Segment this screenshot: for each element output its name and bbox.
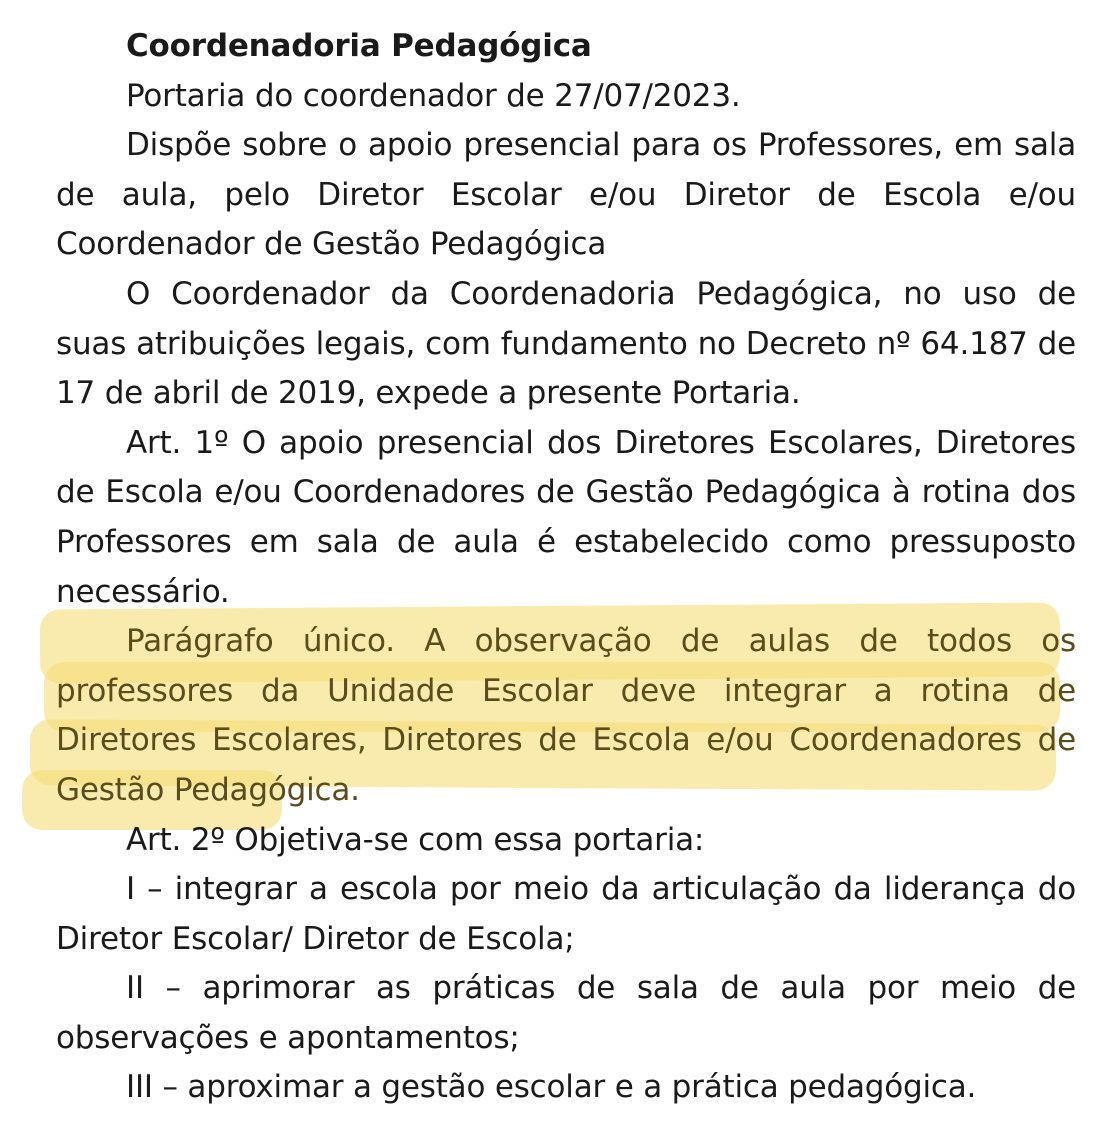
article-2-item-i: I – integrar a escola por meio da articulação da liderança do Diretor Escolar/ Diretor de Escola; bbox=[56, 871, 1076, 957]
ementa-paragraph: Dispõe sobre o apoio presencial para os Professores, em sala de aula, pelo Diretor Escolar e/ou Diretor de Escola e/ou Coordenador de Gestão Pedagógica bbox=[56, 127, 1076, 263]
article-1-paragraph: Art. 1º O apoio presencial dos Diretores Escolares, Diretores de Escola e/ou Coordenadores de Gestão Pedagógica à rotina dos Professores em sala de aula é estabelecido como pressuposto necessário. bbox=[56, 424, 1076, 610]
document-title: Coordenadoria Pedagógica bbox=[126, 28, 592, 64]
article-2-item-ii: II – aprimorar as práticas de sala de aula por meio de observações e apontamentos; bbox=[56, 970, 1076, 1056]
article-2-item-iii: III – aproximar a gestão escolar e a prática pedagógica. bbox=[126, 1069, 977, 1106]
document-body bbox=[56, 22, 1076, 1113]
preamble-paragraph: O Coordenador da Coordenadoria Pedagógica, no uso de suas atribuições legais, com fundamento no Decreto nº 64.187 de 17 de abril de 2019, expede a presente Portaria. bbox=[56, 275, 1076, 412]
document-subtitle: Portaria do coordenador de 27/07/2023. bbox=[126, 77, 741, 114]
article-2-paragraph: Art. 2º Objetiva-se com essa portaria: bbox=[126, 821, 705, 858]
paragrafo-unico-paragraph: Parágrafo único. A observação de aulas de todos os professores da Unidade Escolar deve integrar a rotina de Diretores Escolares, Diretores de Escola e/ou Coordenadores de Gestão Pedagógica. bbox=[56, 623, 1076, 808]
